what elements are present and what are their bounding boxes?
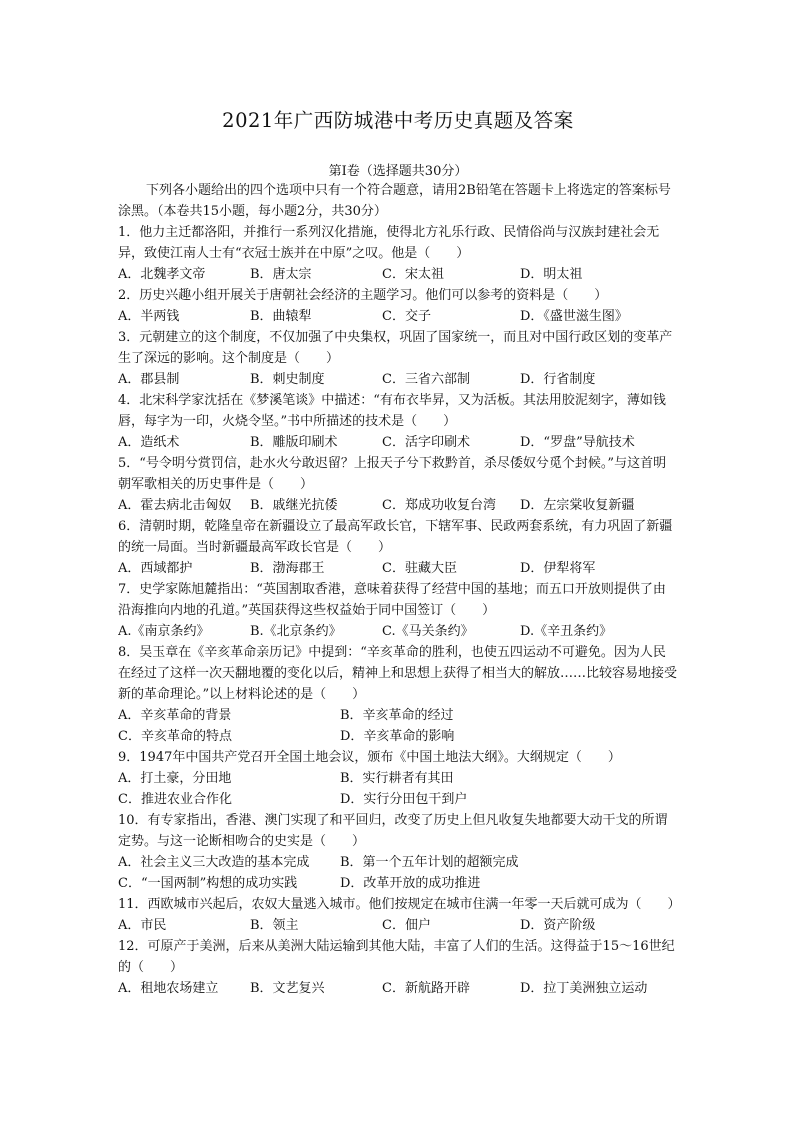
question-stem: 6．清朝时期，乾隆皇帝在新疆设立了最高军政长官，下辖军事、民政两套系统，有力巩固了新疆的统一局面。当时新疆最高军政长官是（ ） — [118, 519, 673, 555]
option-list — [118, 306, 678, 327]
option-c: C．推进农业合作化 — [118, 792, 232, 807]
question-stem: 8．吴玉章在《辛亥革命亲历记》中提到：“辛亥革命的胜利，也使五四运动不可避免。因为人民在经过了这样一次天翻地覆的变化以后，精神上和思想上获得了相当大的解放……比较容易地接受新的革命理论。”以上材料论述的是（ ） — [118, 645, 678, 702]
option-list — [118, 705, 678, 747]
option-b: B.《北京条约》 — [250, 624, 342, 639]
question-stem: 12．可原产于美洲，后来从美洲大陆运输到其他大陆，丰富了人们的生活。这得益于15～16世纪的（ ） — [118, 939, 675, 975]
option-a: A．霍去病北击匈奴 — [118, 498, 232, 513]
option-d: D．资产阶级 — [520, 918, 596, 933]
option-c: C.《马关条约》 — [382, 624, 474, 639]
option-a: A．打土豪，分田地 — [118, 771, 232, 786]
option-b: B．领主 — [250, 918, 299, 933]
option-b: B．戚继光抗倭 — [250, 498, 338, 513]
option-c: C．交子 — [382, 309, 431, 324]
option-list — [118, 978, 678, 999]
option-d: D．左宗棠收复新疆 — [520, 498, 635, 513]
option-b: B．文艺复兴 — [250, 981, 325, 996]
option-d: D．明太祖 — [520, 267, 583, 282]
option-d: D．伊犁将军 — [520, 561, 596, 576]
option-c: C．宋太祖 — [382, 267, 444, 282]
option-c: C．活字印刷术 — [382, 435, 470, 450]
option-a: A．市民 — [118, 918, 167, 933]
question-11 — [118, 894, 681, 936]
option-a: A．半两钱 — [118, 309, 180, 324]
question-10 — [118, 810, 678, 894]
option-list — [118, 369, 678, 390]
option-c: C．三省六部制 — [382, 372, 470, 387]
option-list — [118, 621, 678, 642]
question-9 — [118, 747, 678, 810]
question-1 — [118, 222, 678, 285]
option-list — [118, 852, 678, 894]
option-d: D．“罗盘”导航技术 — [520, 435, 635, 450]
instructions — [118, 180, 678, 222]
option-b: B．唐太宗 — [250, 267, 312, 282]
question-stem: 7．史学家陈旭麓指出：“英国割取香港，意味着获得了经营中国的基地；而五口开放则提供了由沿海推向内地的孔道。”英国获得这些权益始于同中国签订（ ） — [118, 582, 666, 618]
option-list — [118, 495, 678, 516]
section-heading: 第Ⅰ卷（选择题共30分） — [328, 164, 468, 179]
option-c: C．驻藏大臣 — [382, 561, 457, 576]
option-d: D．实行分田包干到户 — [340, 792, 468, 807]
option-a: A．社会主义三大改造的基本完成 — [118, 855, 310, 870]
question-2 — [118, 285, 678, 327]
option-b: B．渤海郡王 — [250, 561, 325, 576]
option-a: A．西域都护 — [118, 561, 193, 576]
question-4 — [118, 390, 678, 453]
option-d: D．行省制度 — [520, 372, 596, 387]
option-b: B．雕版印刷术 — [250, 435, 338, 450]
option-b: B．第一个五年计划的超额完成 — [340, 855, 519, 870]
option-list — [118, 915, 678, 936]
option-d: D.《辛丑条约》 — [520, 624, 613, 639]
option-d: D．改革开放的成功推进 — [340, 876, 481, 891]
option-c: C．辛亥革命的特点 — [118, 729, 232, 744]
question-stem: 5．“号令明兮赏罚信，赴水火兮敢迟留？上报天子兮下救黔首，杀尽倭奴兮觅个封候。”与这首明朝军歌相关的历史事件是（ ） — [118, 456, 667, 492]
question-5 — [118, 453, 678, 516]
question-stem: 9．1947年中国共产党召开全国土地会议，颁布《中国土地法大纲》。大纲规定（ ） — [118, 750, 621, 765]
option-list — [118, 558, 678, 579]
question-7 — [118, 579, 678, 642]
option-d: D．拉丁美洲独立运动 — [520, 981, 648, 996]
option-list — [118, 264, 678, 285]
option-a: A．北魏孝文帝 — [118, 267, 206, 282]
question-3 — [118, 327, 678, 390]
option-a: A．辛亥革命的背景 — [118, 708, 232, 723]
instructions-text: 下列各小题给出的四个选项中只有一个符合题意，请用2B铅笔在答题卡上将选定的答案标号涂黑。（本卷共15小题，每小题2分，共30分） — [118, 183, 671, 219]
option-list — [118, 432, 678, 453]
option-c: C．“一国两制”构想的成功实践 — [118, 876, 298, 891]
option-a: A.《南京条约》 — [118, 624, 210, 639]
option-b: B．刺史制度 — [250, 372, 325, 387]
option-list — [118, 768, 678, 810]
option-b: B．曲辕犁 — [250, 309, 312, 324]
question-stem: 2．历史兴趣小组开展关于唐朝社会经济的主题学习。他们可以参考的资料是（ ） — [118, 288, 608, 303]
question-list — [118, 222, 681, 999]
option-a: A．租地农场建立 — [118, 981, 219, 996]
option-d: D．辛亥革命的影响 — [340, 729, 455, 744]
option-c: C．郑成功收复台湾 — [382, 498, 496, 513]
option-b: B．实行耕者有其田 — [340, 771, 454, 786]
option-c: C．佃户 — [382, 918, 431, 933]
option-d: D．《盛世滋生图》 — [520, 309, 628, 324]
question-8 — [118, 642, 678, 747]
question-stem: 10．有专家指出，香港、澳门实现了和平回归，改变了历史上但凡收复失地都要大动干戈的所谓定势。与这一论断相吻合的史实是（ ） — [118, 813, 668, 849]
question-12 — [118, 936, 678, 999]
document-title: 2021年广西防城港中考历史真题及答案 — [222, 109, 574, 132]
option-a: A．郡县制 — [118, 372, 180, 387]
option-a: A．造纸术 — [118, 435, 180, 450]
question-stem: 11．西欧城市兴起后，农奴大量逃入城市。他们按规定在城市住满一年零一天后就可成为（ ） — [118, 897, 681, 912]
question-stem: 4．北宋科学家沈括在《梦溪笔谈》中描述：“有布衣毕昇，又为活板。其法用胶泥刻字，薄如钱唇，每字为一印，火烧令坚。”书中所描述的技术是（ ） — [118, 393, 666, 429]
option-b: B．辛亥革命的经过 — [340, 708, 454, 723]
option-c: C．新航路开辟 — [382, 981, 470, 996]
question-6 — [118, 516, 678, 579]
question-stem: 3．元朝建立的这个制度，不仅加强了中央集权，巩固了国家统一，而且对中国行政区划的变革产生了深远的影响。这个制度是（ ） — [118, 330, 673, 366]
question-stem: 1．他力主迁都洛阳，并推行一系列汉化措施，使得北方礼乐行政、民情俗尚与汉族封建社会无异，致使江南人士有“衣冠士族并在中原”之叹。他是（ ） — [118, 225, 660, 261]
